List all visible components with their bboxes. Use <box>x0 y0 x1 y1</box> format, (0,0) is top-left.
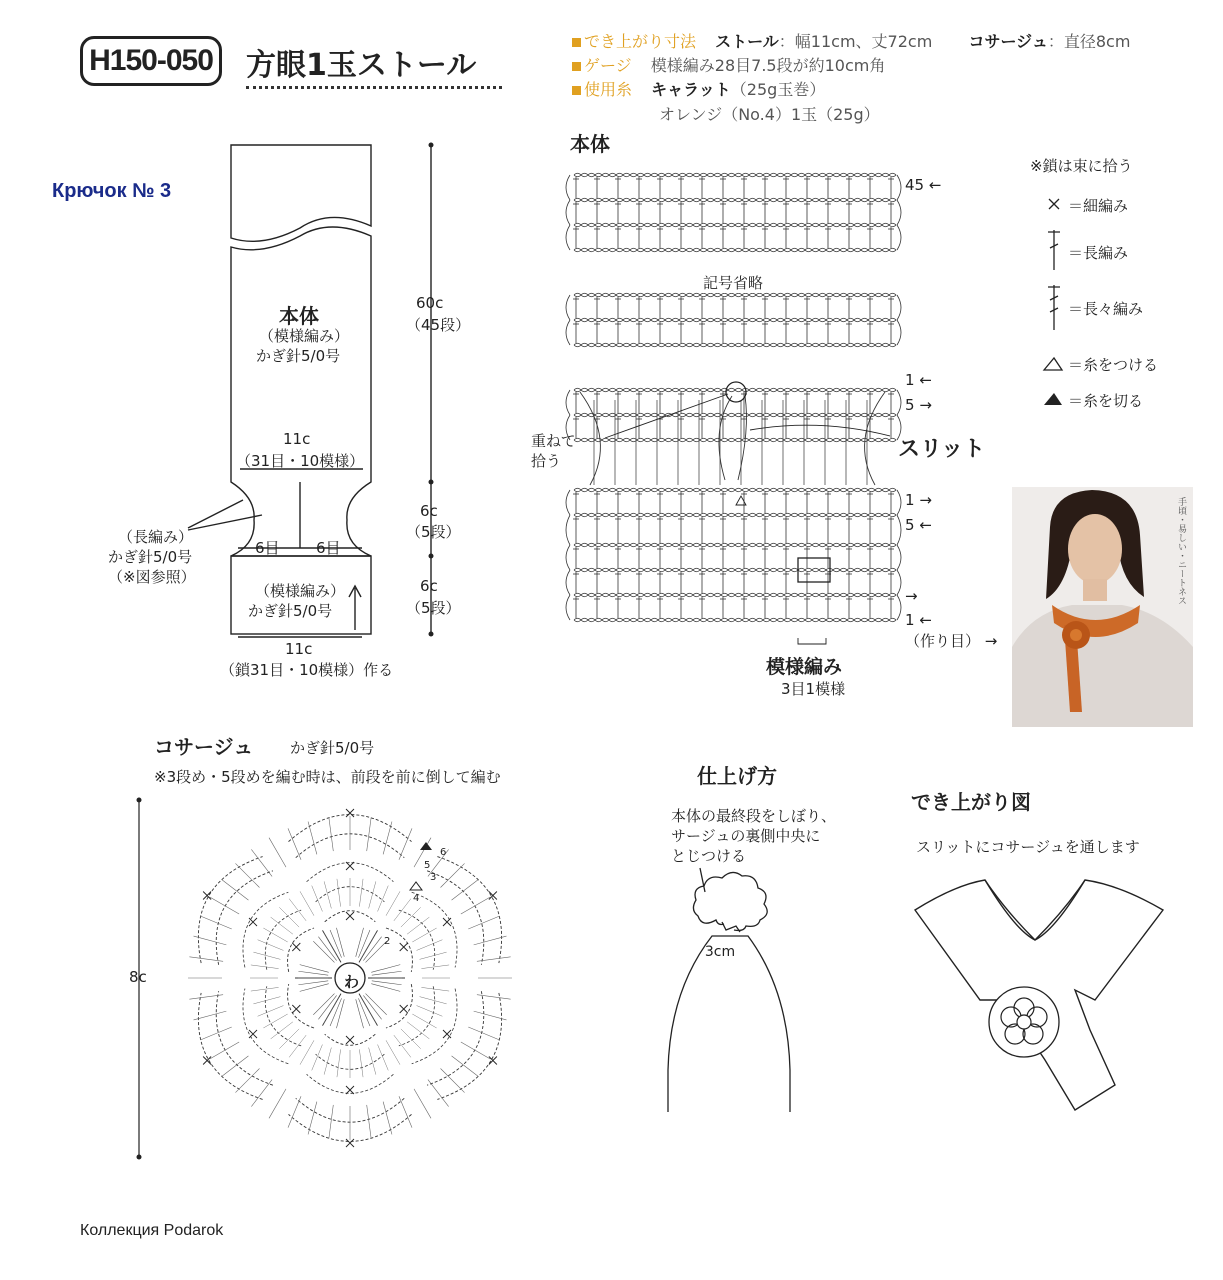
corsage-round-4: 4 <box>413 893 420 904</box>
chart-row-arrow: → <box>905 587 918 605</box>
legend-dc: ＝長編み <box>1068 244 1129 262</box>
chart-title: 本体 <box>570 132 610 156</box>
spec-corsage-label: コサージュ <box>968 32 1048 51</box>
corsage-round-2: 2 <box>384 936 391 947</box>
chart-row-45: 45 ← <box>905 176 942 194</box>
page-title: 方眼1玉ストール <box>246 48 477 83</box>
finished-note: スリットにコサージュを通します <box>916 838 1140 856</box>
schematic-side-note-2: かぎ針5/0号 <box>108 548 193 566</box>
spec-gauge-line <box>572 53 885 76</box>
schematic-width-upper: 11c <box>283 430 311 448</box>
finished-illustration <box>905 870 1175 1120</box>
chart-row-1a-num: 1 <box>905 371 915 389</box>
finished-corsage <box>989 987 1059 1057</box>
tr-symbol <box>1048 285 1060 330</box>
schematic-bottom-pattern: （模様編み） <box>255 582 346 600</box>
pattern-code: H150-050 <box>89 44 213 77</box>
schematic-top-piece <box>231 145 371 241</box>
schematic-body-pattern: （模様編み） <box>259 327 350 345</box>
face-shape <box>1068 514 1122 584</box>
chart-row-5a: 5 → <box>905 396 932 414</box>
footer-credit: Коллекция Podarok <box>80 1222 224 1239</box>
spec-stole-value: ：幅11cm、丈72cm <box>778 32 933 51</box>
schematic-width-upper-sub: （31目・10模様） <box>236 452 365 470</box>
gathered-corsage <box>693 872 767 930</box>
model-photo <box>1012 487 1193 727</box>
chart-row-1a: 1 ← <box>905 371 932 389</box>
chart-pattern-name: 模様編み <box>766 656 843 678</box>
chart-row-1b: 1 → <box>905 491 932 509</box>
schematic-width-bottom-sub: （鎖31目・10模様）作る <box>220 661 394 679</box>
chart-foundation-text: （作り目） <box>905 632 981 650</box>
schematic-length-bottom-rows: （5段） <box>406 599 461 617</box>
schematic-length-main: 60c <box>416 294 444 312</box>
chart-row-5a-num: 5 <box>905 396 915 414</box>
stitch-chart <box>560 160 1010 700</box>
schematic-width-bottom: 11c <box>285 640 313 658</box>
schematic-length-mid: 6c <box>420 502 438 520</box>
schematic-half-right: 6目 <box>316 539 341 557</box>
corsage-hook: かぎ針5/0号 <box>290 739 375 757</box>
schematic-side-note-3: （※図参照） <box>108 568 196 586</box>
chart-row-1c-num: 1 <box>905 611 915 629</box>
chart-row-45-num: 45 <box>905 176 925 194</box>
spec-yarn-heading: 使用糸 <box>572 80 632 99</box>
cut-symbol <box>1044 393 1062 405</box>
schematic-half-left: 6目 <box>255 539 280 557</box>
stole-body-shape <box>668 936 790 1112</box>
corsage-note: ※3段め・5段めを編む時は、前段を前に倒して編む <box>154 768 501 786</box>
finishing-line-1: 本体の最終段をしぼり、 <box>671 807 837 825</box>
corsage-round-3: 3 <box>430 872 437 883</box>
schematic-body-outline <box>231 227 371 556</box>
spec-yarn-line <box>572 77 825 100</box>
corsage-round-5: 5 <box>424 860 431 871</box>
schematic-bottom-hook: かぎ針5/0号 <box>248 602 333 620</box>
chart-omitted-note: 記号省略 <box>700 272 766 293</box>
finishing-title: 仕上げ方 <box>697 764 777 788</box>
chart-foundation: （作り目） → <box>905 632 998 650</box>
legend-note: ※鎖は束に拾う <box>1030 157 1133 175</box>
spec-stole-label: ストール <box>715 32 779 51</box>
legend-cut: ＝糸を切る <box>1068 392 1144 410</box>
spec-gauge-heading: ゲージ <box>572 56 632 75</box>
corsage-round-6: 6 <box>440 847 447 858</box>
dc-symbol <box>1048 230 1060 270</box>
legend-tr: ＝長々編み <box>1068 300 1144 318</box>
chart-overlap-2: 拾う <box>531 452 562 470</box>
chart-pattern-repeat: 3目1模様 <box>781 680 846 698</box>
chart-row-1c: 1 ← <box>905 611 932 629</box>
chart-row-5b-num: 5 <box>905 516 915 534</box>
schematic-body-hook: かぎ針5/0号 <box>256 347 341 365</box>
chart-overlap-1: 重ねて <box>531 432 576 450</box>
hook-size-note: Крючок № 3 <box>52 180 172 202</box>
corsage-diameter: 8c <box>129 968 147 986</box>
finishing-gather-size: 3cm <box>704 944 736 960</box>
corsage-center: わ <box>344 973 360 991</box>
spec-yarn-note: （25g玉巻） <box>730 80 826 99</box>
spec-size-heading: でき上がり寸法 <box>572 32 696 51</box>
spec-corsage-value: ：直径8cm <box>1047 32 1131 51</box>
corsage-title: コサージュ <box>154 735 254 759</box>
corsage-chart <box>120 790 520 1170</box>
chart-row-1b-num: 1 <box>905 491 915 509</box>
spec-yarn-name: キャラット <box>651 80 731 99</box>
model-photo-illustration <box>1012 487 1193 727</box>
join-symbol <box>1044 358 1062 370</box>
spec-size-line <box>572 29 1130 52</box>
schematic-length-mid-rows: （5段） <box>406 523 461 541</box>
schematic-length-bottom: 6c <box>420 577 438 595</box>
chart-row-5b: 5 ← <box>905 516 932 534</box>
schematic-body-title: 本体 <box>279 304 319 328</box>
sc-symbol <box>1049 199 1059 209</box>
finished-title: でき上がり図 <box>911 790 1031 814</box>
legend-join: ＝糸をつける <box>1068 356 1159 374</box>
schematic-side-note-1: （長編み） <box>118 528 194 546</box>
finishing-line-2: サージュの裏側中央に <box>671 827 821 845</box>
finishing-illustration <box>640 860 820 1120</box>
schematic-length-main-rows: （45段） <box>406 316 471 334</box>
legend-sc: ＝細編み <box>1068 197 1129 215</box>
finishing-line-3: とじつける <box>671 847 747 865</box>
chart-slit-label: スリット <box>898 437 986 462</box>
photo-caption: 手頃・易しい・ニートネス <box>1176 497 1186 605</box>
spec-yarn-color: オレンジ（No.4）1玉（25g） <box>659 105 880 124</box>
spec-gauge-value: 模様編み28目7.5段が約10cm角 <box>650 56 886 75</box>
